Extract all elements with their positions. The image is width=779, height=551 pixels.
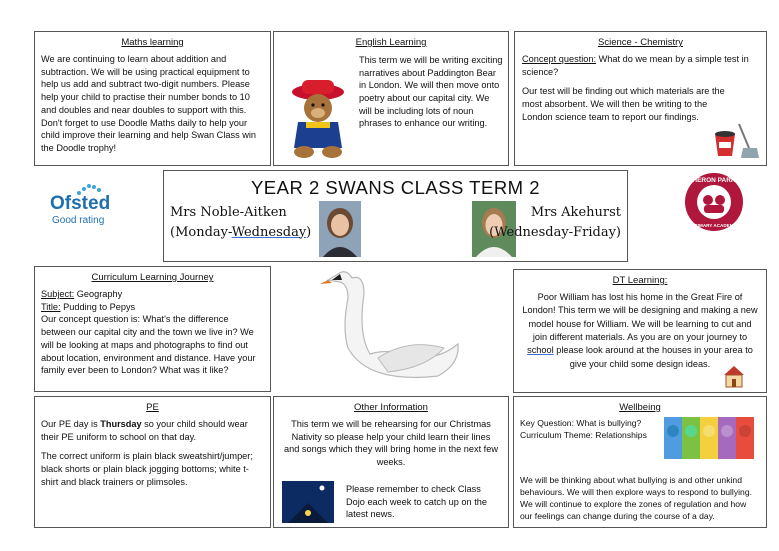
heron-park-logo — [684, 172, 744, 232]
pe-day-text — [41, 418, 264, 443]
other-information-panel — [273, 396, 509, 528]
teacher-one-days-mid: Wednesday — [231, 224, 307, 240]
teacher-one-days — [170, 223, 311, 243]
english-learning-panel — [273, 31, 509, 166]
pe-day-end: so your child should wear their PE uniform to school on that day. — [41, 419, 248, 442]
absorbency-test-icon — [709, 122, 761, 162]
dt-text — [522, 291, 758, 371]
paddington-bear-image — [284, 78, 352, 160]
nativity-text: This term we will be rehearsing for our Christmas Nativity so please help your child learn their lines and songs which they will bring home in the next few weeks. — [284, 419, 498, 468]
english-title: English Learning — [355, 37, 427, 48]
heron-logo-line1: HERON PARK — [692, 177, 736, 184]
dt-text-end: please look around at the houses in your area to give your child some design ideas. — [553, 345, 753, 369]
other-title: Other Information — [354, 402, 428, 413]
teacher-one-name: Mrs Noble-Aitken — [170, 205, 287, 220]
pe-panel — [34, 396, 271, 528]
wellbeing-panel — [513, 396, 767, 528]
teacher-one-days-end: ) — [306, 224, 312, 240]
dt-text-school: school — [527, 345, 554, 356]
class-header-panel — [163, 170, 628, 262]
pe-title: PE — [146, 402, 159, 413]
emotions-characters-image — [664, 417, 754, 459]
curriculum-topic — [41, 301, 264, 314]
class-dojo-text: Please remember to check Class Dojo each week to catch up on the latest news. — [346, 484, 487, 520]
concept-text: What do we mean by a simple test in science? — [522, 54, 749, 77]
teacher-two-name: Mrs Akehurst — [530, 205, 621, 220]
curriculum-theme: Curriculum Theme: Relationships — [520, 429, 647, 440]
ofsted-name: Ofsted — [50, 193, 111, 214]
curriculum-text: Our concept question is: What's the difference between our capital city and the town we live in? We will be looking at maps and photographs to find out about location, environment and distance. Have your family ever been to London? What was it like? — [41, 314, 256, 376]
dt-learning-panel — [513, 269, 767, 393]
topic-value: Pudding to Pepys — [60, 301, 136, 312]
dt-title: DT Learning: — [612, 275, 668, 286]
concept-label: Concept question: — [522, 54, 597, 65]
nativity-image — [282, 481, 334, 523]
teacher-two-days: (Wednesday-Friday) — [489, 224, 621, 240]
pe-day-start: Our PE day is — [41, 419, 101, 430]
page-title: YEAR 2 SWANS CLASS TERM 2 — [250, 177, 541, 198]
wellbeing-title: Wellbeing — [619, 402, 661, 413]
pe-uniform-text: The correct uniform is plain black sweatshirt/jumper; black shorts or plain black jogging bottoms; white t-shirt and black trainers or plimsoles. — [41, 451, 253, 487]
science-text: Our test will be finding out which materials are the most absorbent. We will then be writing to the London science team to report our findings. — [522, 86, 725, 122]
maths-title: Maths learning — [121, 37, 184, 48]
heron-logo-line2: PRIMARY ACADEMY — [691, 223, 737, 228]
dt-text-start: Poor William has lost his home in the Great Fire of London! This term we will be designing and making a new model house for William. We will be learning to cut and join different materials. As you are on your journey to — [522, 292, 758, 343]
pe-day: Thursday — [100, 419, 142, 430]
science-title: Science - Chemistry — [598, 37, 683, 48]
topic-label: Title: — [41, 301, 61, 312]
teacher-two — [489, 203, 621, 242]
curriculum-subject — [41, 288, 264, 301]
ofsted-rating: Good rating — [52, 215, 105, 226]
curriculum-title: Curriculum Learning Journey — [91, 272, 214, 283]
science-concept — [522, 53, 762, 78]
teacher-one-days-start: (Monday- — [170, 224, 232, 240]
science-panel — [514, 31, 767, 166]
teacher-one-photo — [319, 201, 361, 257]
ofsted-logo — [46, 183, 116, 235]
swan-image — [318, 264, 464, 392]
subject-label: Subject: — [41, 289, 75, 300]
key-question: Key Question: What is bullying? — [520, 418, 642, 429]
house-icon — [722, 364, 746, 388]
maths-learning-panel — [34, 31, 271, 166]
curriculum-journey-panel — [34, 266, 271, 392]
teacher-one — [170, 203, 311, 242]
wellbeing-text: We will be thinking about what bullying is and other unkind behaviours. We will then explore ways to respond to bullying. We will continue to explore the zones of regulation and how our feelings can change during the course of a day. — [520, 475, 752, 521]
maths-text: We are continuing to learn about addition and subtraction. We will be using practical equipment to help us add and subtract two-digit numbers. Please help your child to practise their number bonds to 10 and doubles and near doubles to support with this. Don't forget to use Doodle Maths daily to help your child improve their learning and help Swan Class win the Doodle trophy! — [41, 54, 256, 153]
subject-value: Geography — [74, 289, 123, 300]
english-text: This term we will be writing exciting narratives about Paddington Bear in London. We will then move onto poetry about our capital city. We will be including lots of noun phrases to enhance our writing. — [359, 55, 503, 129]
